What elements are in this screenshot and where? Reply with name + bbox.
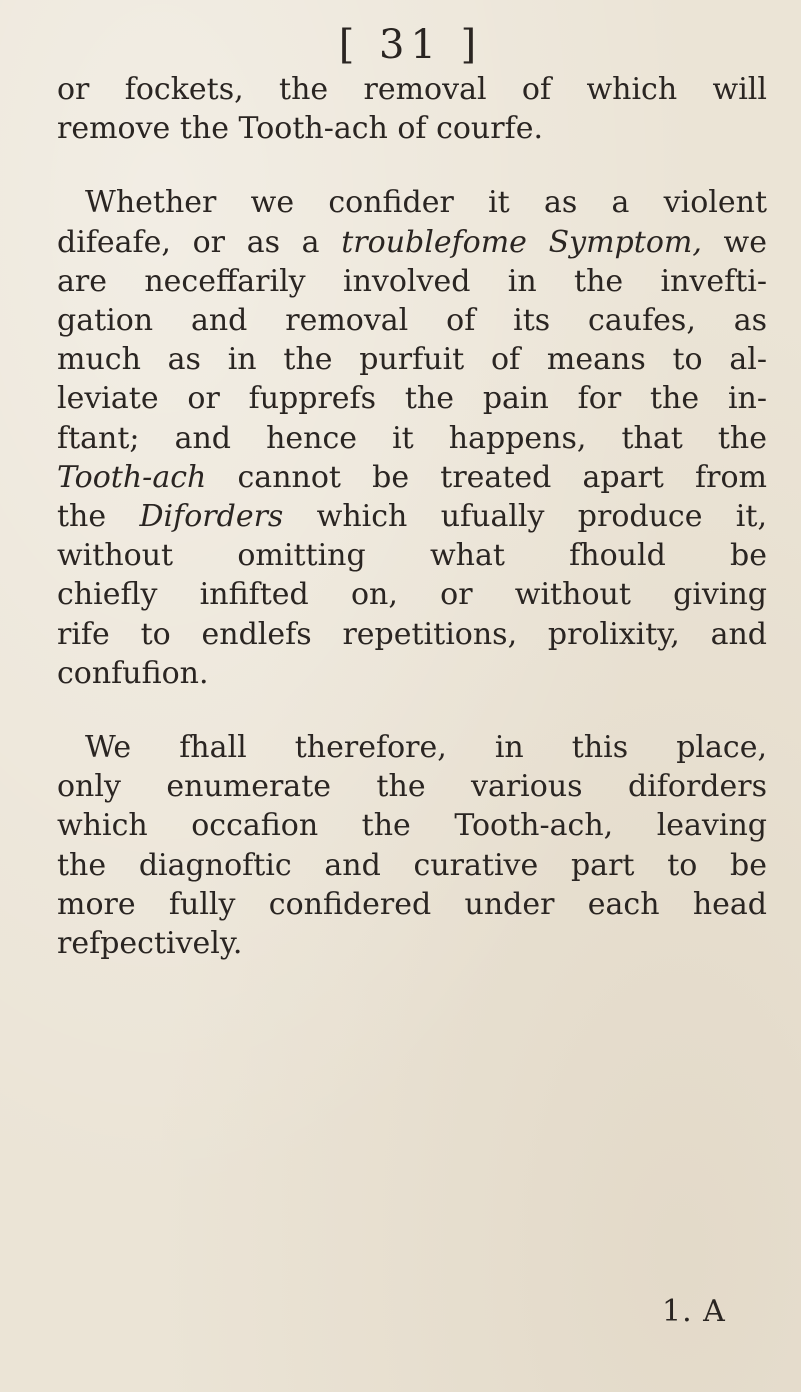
text-line: ftant; and hence it happens, that the (57, 420, 767, 456)
text-line: Whether we confider it as a violent (85, 185, 767, 221)
text-line: the diagnoftic and curative part to be (57, 847, 767, 883)
text-line: are neceffarily involved in the invefti- (57, 263, 767, 299)
text-line: difeafe, or as a troublefome Symptom, we (57, 224, 767, 260)
text-line: more fully confidered under each head (57, 886, 767, 922)
page-number-header: [ 31 ] (338, 22, 483, 68)
text-line: Tooth-ach cannot be treated apart from (57, 459, 767, 495)
text-line: gation and removal of its caufes, as (57, 303, 767, 339)
italic-text: Diforders (139, 499, 284, 535)
text-line: only enumerate the various diforders (57, 769, 767, 805)
text-line: rife to endlefs repetitions, prolixity, and (57, 616, 767, 652)
italic-text: Tooth-ach (57, 459, 207, 495)
paragraph-3 (57, 728, 767, 963)
body-text (57, 70, 767, 963)
catchword: 1. A (662, 1294, 726, 1329)
text-line: refpectively. (57, 926, 243, 962)
text-line: remove the Tooth-ach of courfe. (57, 111, 543, 147)
text-line: without omitting what fhould be (57, 538, 767, 574)
text-line: chiefly infifted on, or without giving (57, 577, 767, 613)
text-line: or fockets, the removal of which will (57, 72, 767, 107)
paragraph-1 (57, 70, 767, 148)
text-line: leviate or fupprefs the pain for the in- (57, 381, 767, 417)
paragraph-2 (57, 183, 767, 693)
text-line: We fhall therefore, in this place, (85, 730, 767, 766)
text-line: which occafion the Tooth-ach, leaving (57, 808, 767, 844)
text-line: much as in the purfuit of means to al- (57, 342, 767, 378)
italic-text: troublefome Symptom, (341, 224, 702, 260)
text-line: confufion. (57, 655, 209, 691)
text-line: the Diforders which ufually produce it, (57, 499, 767, 535)
